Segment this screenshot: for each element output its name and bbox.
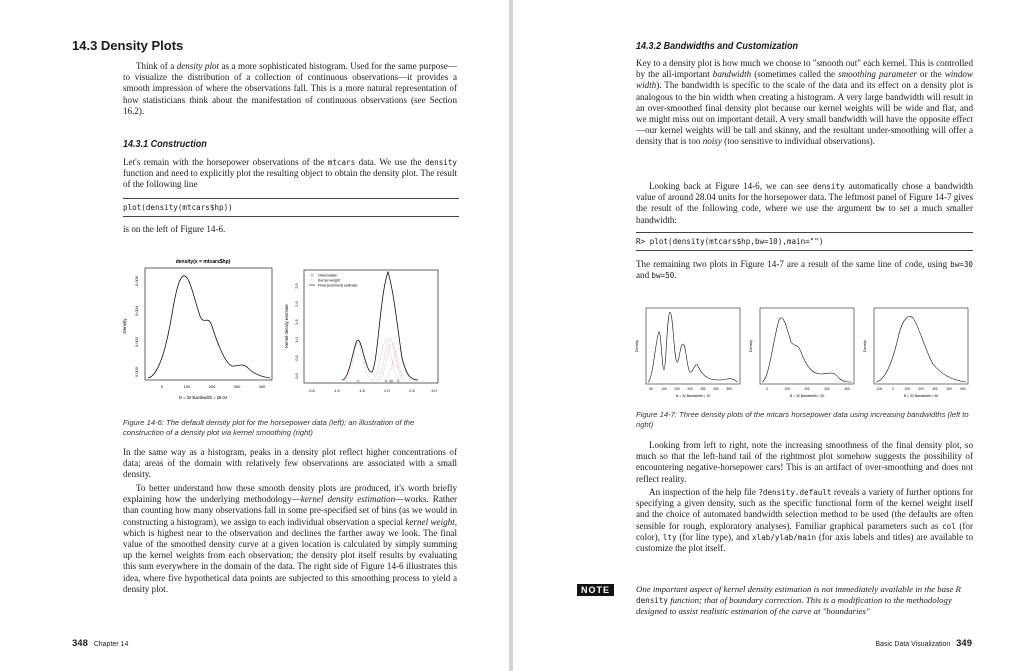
code-block-plot-density: plot(density(mtcars$hp))	[123, 198, 459, 217]
right-page	[513, 0, 1024, 671]
plot-title: density(x = mtcars$hp)	[175, 259, 231, 265]
observation-point	[389, 380, 391, 382]
y-tick: 0.002	[134, 336, 139, 348]
y-tick: 0.0	[294, 373, 299, 379]
y-tick: 0.004	[134, 305, 139, 317]
density-curve	[876, 317, 966, 382]
x-tick: 2.0	[384, 388, 390, 393]
paragraph-histogram-analogy: In the same way as a histogram, peaks in a density plot reflect higher concentrations of data; areas of the domain with relatively few observations are associated with a small density.	[123, 447, 457, 480]
paragraph-kernel-estimation: To better understand how these smooth density plots are produced, it's worth briefly explaining how the underlying methodology—kernel density estimation—works. Rather than counting how many observations fall in some pre-specified set of bins (as we would in constructing a histogram), we assign to each individual observation a special kernel weight, which is highest near to the observation and declines the farther away we look. The final value of the smoothed density curve at a given location is calculated by simply summing up the kernel weights from each observation; the density plot itself results by evaluating this sum everywhere in the domain of the data. The right side of Figure 14-6 illustrates this idea, where five hypothetical data points are subjected to this smoothing process to yield a density plot.	[123, 483, 458, 594]
y-tick: 0.5	[294, 355, 299, 361]
x-tick: 1.0	[334, 388, 340, 393]
observation-point	[397, 380, 399, 382]
x-tick: 100	[784, 387, 790, 391]
panel-bw50	[863, 308, 968, 398]
panel-bw30	[749, 308, 854, 398]
x-tick: 2.5	[409, 388, 415, 393]
x-tick: 300	[932, 387, 938, 391]
subsection-construction: 14.3.1 Construction	[123, 138, 207, 150]
density-curve	[648, 312, 737, 382]
x-tick: 0	[892, 387, 894, 391]
x-tick: 200	[208, 384, 216, 389]
observation-point	[391, 380, 393, 382]
x-tick: 3.0	[431, 388, 437, 393]
x-axis-label: N = 32 Bandwidth = 30	[789, 394, 825, 398]
figure-14-6-caption: Figure 14-6: The default density plot for the horsepower data (left); an illustration of the construction of a density plot via kernel smoothing (right)	[123, 418, 415, 437]
plot-frame	[145, 268, 272, 380]
figure-14-6-kernel-illustration	[282, 262, 442, 404]
x-tick: 0	[160, 384, 164, 389]
y-ticks	[134, 275, 139, 377]
observation-point	[385, 380, 387, 382]
x-tick: 200	[687, 387, 693, 391]
y-axis-label: Kernel density estimate	[284, 304, 289, 348]
x-tick: 200	[918, 387, 924, 391]
x-tick: 300	[233, 384, 241, 389]
subsection-bandwidths: 14.3.2 Bandwidths and Customization	[636, 40, 799, 52]
paragraph-help-file: An inspection of the help file ?density.default reveals a variety of further options for specifying a given density, such as the specific functional form of the kernel weight itself and the choice of automated bandwidth selection method to be used (the defaults are often sensible for rough, exploratory analyses). Familiar graphical parameters such as col (for color), lty (for line type), and xlab/ylab/main (for axis labels and titles) are available to customize the plot itself.	[636, 487, 974, 554]
x-tick: 150	[674, 387, 680, 391]
x-tick: 100	[904, 387, 910, 391]
y-tick: 1.0	[294, 337, 299, 343]
x-ticks	[766, 387, 850, 391]
x-tick: -100	[875, 387, 883, 391]
observations	[357, 380, 399, 382]
x-ticks	[309, 388, 437, 393]
x-ticks	[161, 384, 266, 389]
y-axis-label: Density	[122, 318, 127, 334]
x-tick: 1.5	[359, 388, 365, 393]
left-page	[0, 0, 509, 671]
figure-14-6-density-plot	[118, 254, 278, 404]
x-tick: 400	[946, 387, 952, 391]
legend-observation: Observation	[318, 273, 338, 278]
y-tick: 2.0	[294, 301, 299, 307]
y-axis-label: Density	[635, 340, 639, 352]
x-tick: 400	[844, 387, 850, 391]
x-axis-label: N = 32 Bandwidth = 28.04	[178, 395, 228, 400]
page-number-right: 349	[956, 638, 972, 649]
legend-final-estimate: Final (summed) estimate	[318, 283, 358, 288]
note-text: One important aspect of kernel density estimation is not immediately available in the base R density function; that of boundary correction. This is a modification to the methodology designed to assist realistic estimation of the curve at "boundaries"	[636, 584, 961, 616]
x-ticks	[649, 387, 732, 391]
figure-14-7-caption: Figure 14-7: Three density plots of the mtcars horsepower data using increasing bandwidths (left to right)	[636, 410, 969, 429]
chapter-label: Chapter 14	[93, 641, 129, 648]
y-tick: 2.5	[294, 283, 299, 289]
x-tick: 100	[183, 384, 191, 389]
intro-paragraph: Think of a density plot as a more sophisticated histogram. Used for the same purpose—to visualize the distribution of a collection of continuous observations—it provides a smooth impression of where the observations fall. This is a more natural representation of how statisticians think about the manifestation of continuous observations (see Section 16.2).	[123, 61, 457, 116]
after-code-text: is on the left of Figure 14-6.	[123, 224, 226, 234]
observation-point	[357, 380, 359, 382]
density-curve	[148, 276, 270, 378]
y-axis-label: Density	[863, 340, 867, 352]
x-axis-label: N = 32 Bandwidth = 10	[675, 394, 711, 398]
panel-bw10	[635, 308, 740, 398]
left-folio	[72, 638, 128, 649]
x-tick: 350	[726, 387, 732, 391]
x-tick: 400	[258, 384, 266, 389]
x-tick: 200	[804, 387, 810, 391]
y-tick: 0.000	[134, 366, 139, 378]
density-curve	[762, 318, 852, 382]
kernel-weights	[344, 338, 412, 380]
legend	[309, 274, 358, 288]
y-ticks	[294, 282, 299, 378]
legend-kernel-weight: Kernel weight	[318, 278, 340, 283]
legend-observation-symbol	[311, 274, 313, 276]
x-tick: 50	[649, 387, 653, 391]
x-ticks	[876, 387, 966, 391]
paragraph-bandwidth: Key to a density plot is how much we choose to "smooth out" each kernel. This is controlled by the all-important bandwidth (sometimes called the smoothing parameter or the window width). The bandwidth is specific to the scale of the data and its effect on a density plot is analogous to the bin width when creating a histogram. A very large bandwidth will result in an over-smoothed final density plot because our kernel weights will be wide and flat, and we might miss out on important detail. A very small bandwidth will have the opposite effect—our kernel weights will be tall and skinny, and the resultant under-smoothing will offer a density that is too noisy (too sensitive to individual observations).	[636, 58, 973, 147]
x-tick: 100	[661, 387, 667, 391]
x-tick: 250	[700, 387, 706, 391]
section-title: 14.3 Density Plots	[72, 38, 184, 53]
y-tick: 0.006	[134, 275, 139, 287]
paragraph-smoothness: Looking from left to right, note the increasing smoothness of the final density plot, so much so that the left-hand tail of the rightmost plot somehow suggests the possibility of encountering negative-horsepower cars! This is an artifact of over-smoothing and does not reflect reality.	[636, 440, 973, 484]
x-tick: 0	[766, 387, 768, 391]
y-axis-label: Density	[749, 340, 753, 352]
x-tick: 300	[713, 387, 719, 391]
x-axis-label: N = 32 Bandwidth = 50	[903, 394, 939, 398]
paragraph-remaining-plots: The remaining two plots in Figure 14-7 are a result of the same line of code, using bw=30 and bw=50.	[636, 259, 973, 281]
note-badge: NOTE	[577, 584, 614, 596]
right-folio	[875, 638, 972, 649]
paragraph-looking-back: Looking back at Figure 14-6, we can see density automatically chose a bandwidth value of around 28.04 units for the horsepower data. The leftmost panel of Figure 14-7 gives the result of the following code, where we use the argument bw to set a much smaller bandwidth:	[636, 181, 973, 225]
running-head: Basic Data Visualization	[875, 641, 951, 648]
x-tick: 500	[960, 387, 966, 391]
page-number-left: 348	[72, 638, 88, 649]
x-tick: 0.5	[309, 388, 315, 393]
construction-paragraph: Let's remain with the horsepower observations of the mtcars data. We use the density function and need to explicitly plot the resulting object to obtain the density plot. The result of the following line	[123, 157, 457, 190]
x-tick: 300	[824, 387, 830, 391]
y-tick: 1.5	[294, 319, 299, 325]
summed-density-curve	[342, 272, 418, 380]
figure-14-7-density-plots	[631, 300, 976, 404]
code-block-bw10: R> plot(density(mtcars$hp,bw=10),main="")	[636, 232, 973, 251]
